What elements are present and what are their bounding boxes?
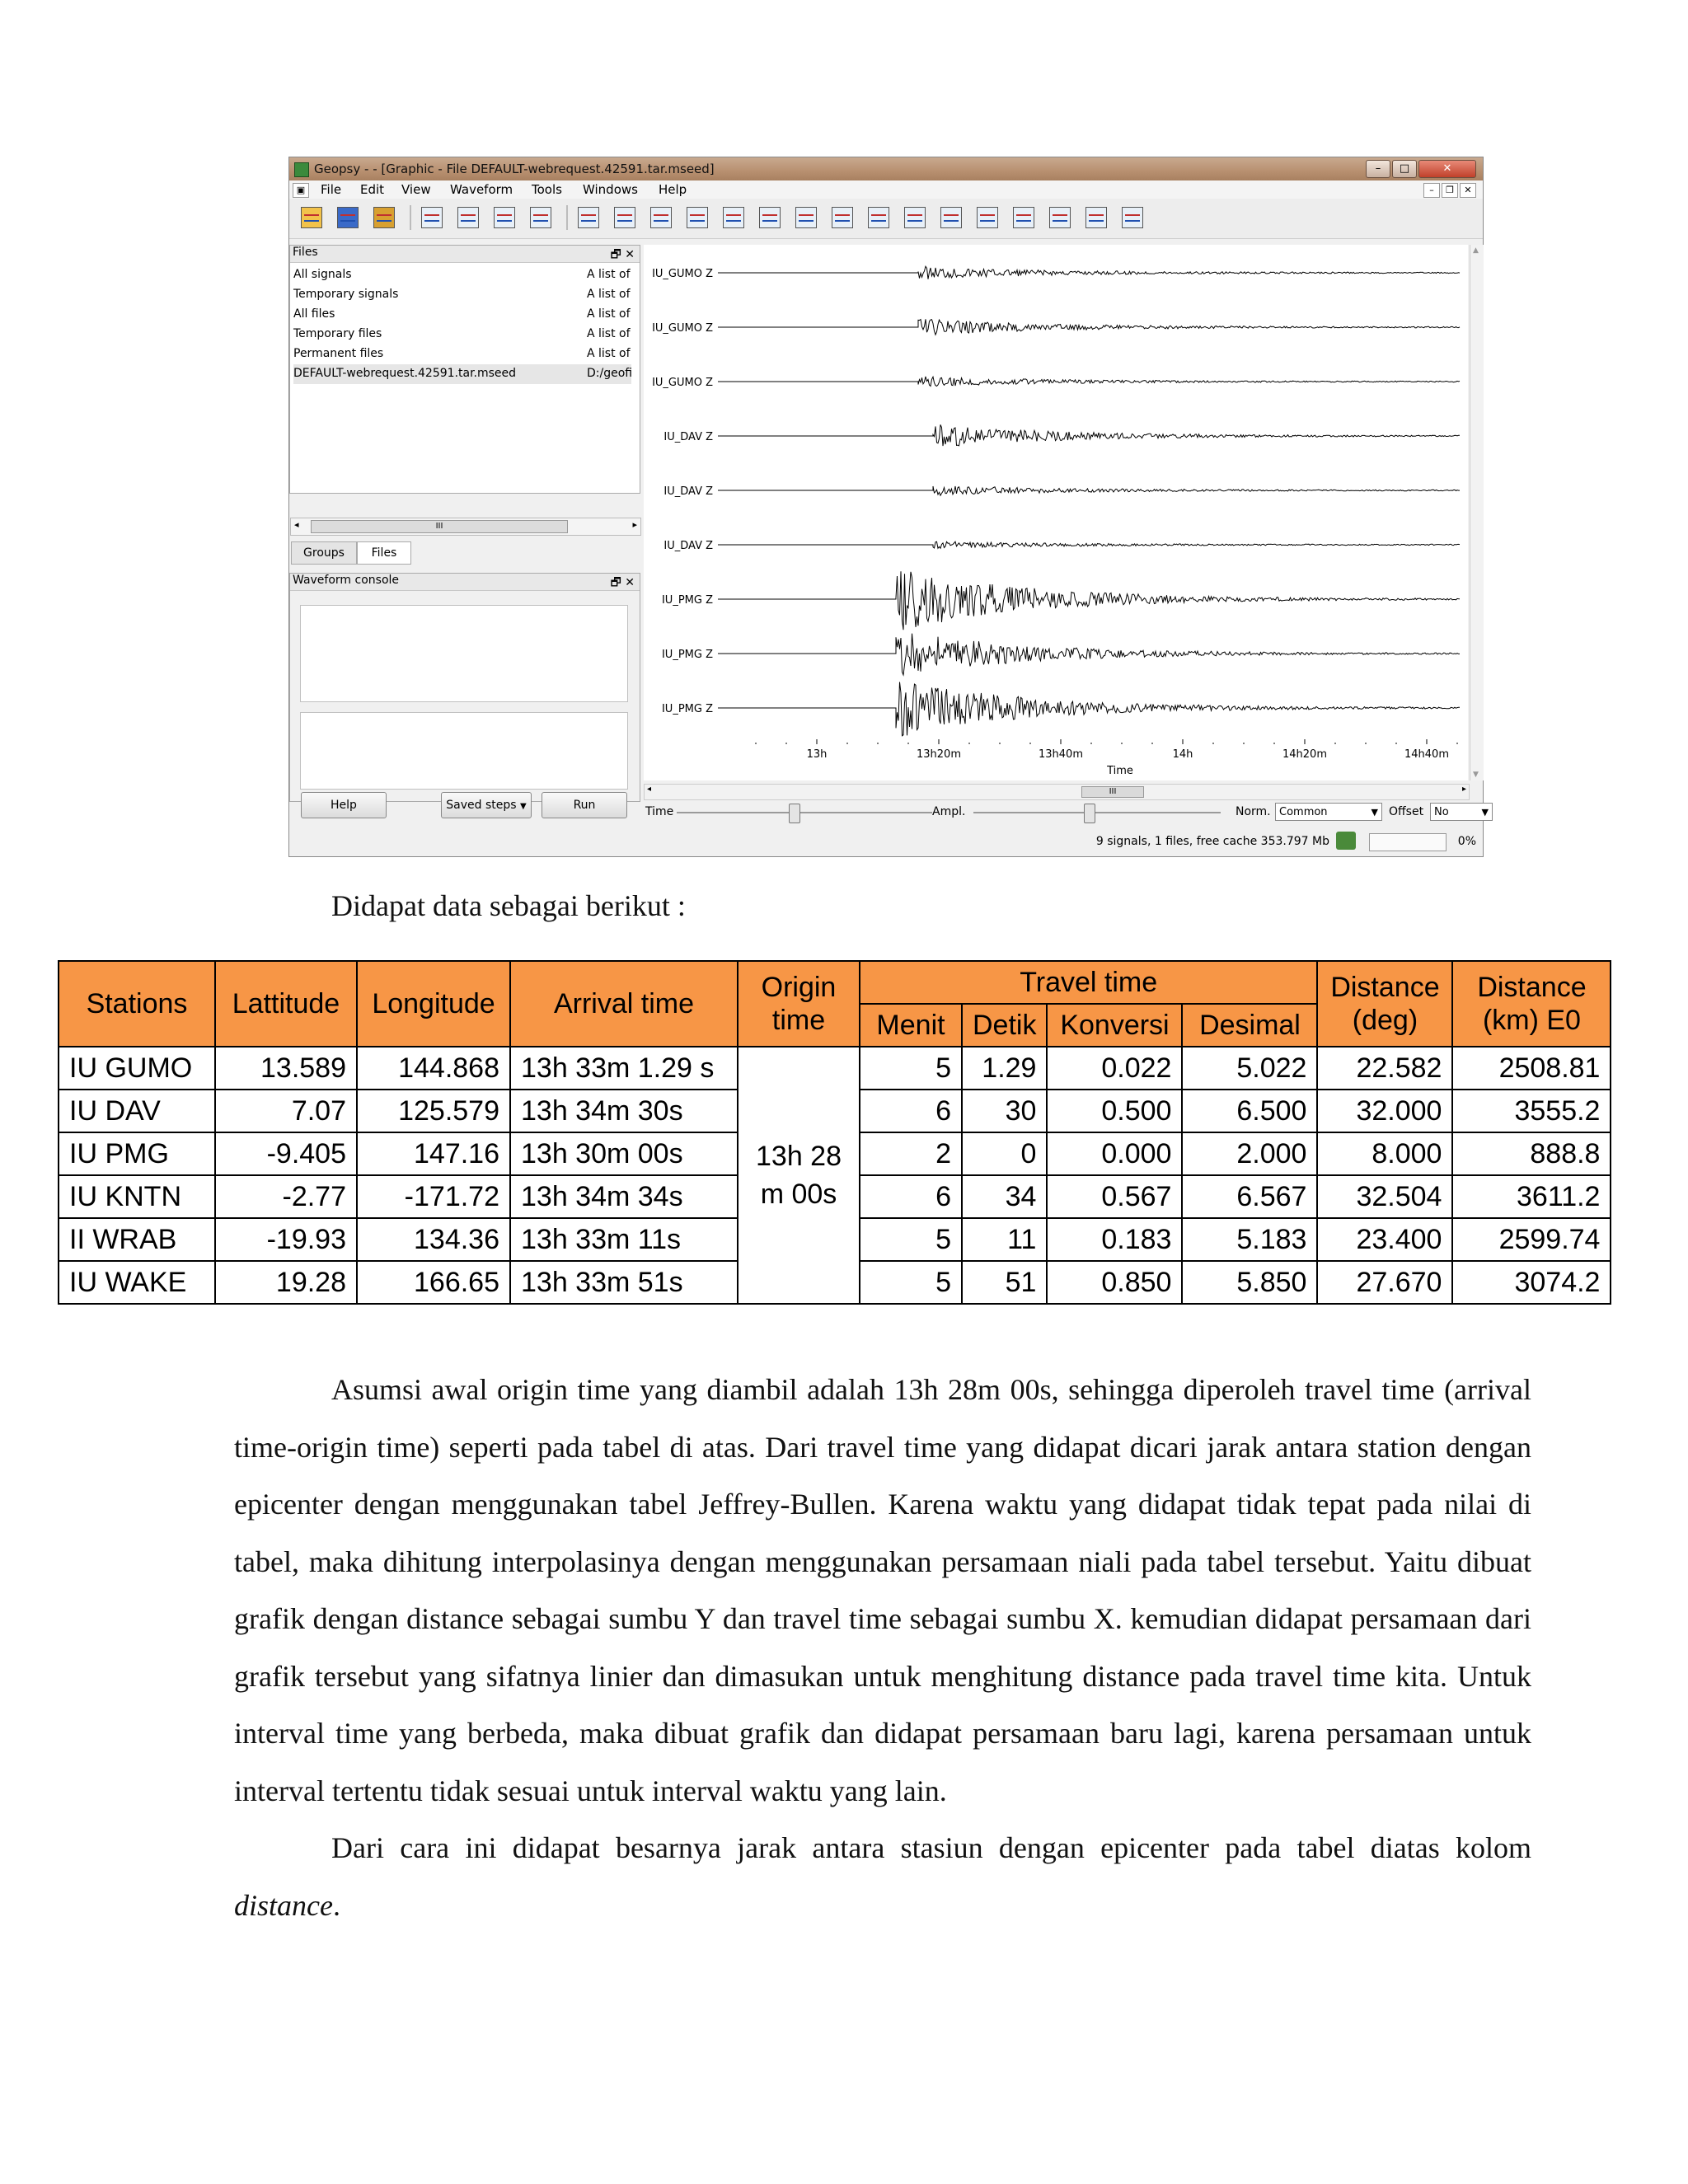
console-input[interactable] [300,712,628,790]
export-icon[interactable] [373,207,395,228]
scroll-right-icon[interactable]: ▸ [1461,785,1466,794]
cell-longitude: 166.65 [357,1261,510,1304]
cell-distance-deg: 27.670 [1317,1261,1452,1304]
mdi-restore-button[interactable]: ❐ [1442,183,1458,198]
header-distance-deg: Distance (deg) [1317,961,1452,1047]
cell-desimal: 6.567 [1182,1175,1317,1218]
cell-distance-deg: 22.582 [1317,1047,1452,1090]
trace-label: IU_GUMO Z [652,322,713,335]
cell-station: IU PMG [59,1132,215,1175]
table-row [59,1047,1611,1090]
cell-station: IU GUMO [59,1047,215,1090]
header-arrival-time: Arrival time [510,961,738,1047]
file-description: A list of [587,288,631,301]
file-list-item[interactable] [293,325,631,344]
time-tick-label: 14h [1172,748,1193,761]
cell-desimal: 6.500 [1182,1090,1317,1132]
waveform-trace [718,682,1460,736]
toolbar-separator [566,205,568,230]
cache-icon[interactable] [1336,832,1356,850]
cell-distance-km: 3074.2 [1452,1261,1611,1304]
cell-menit: 5 [860,1218,962,1261]
cell-konversi: 0.850 [1047,1261,1182,1304]
cell-detik: 0 [962,1132,1047,1175]
menu-waveform[interactable]: Waveform [450,182,513,197]
cell-longitude: 125.579 [357,1090,510,1132]
menu-bar [289,180,1483,199]
header-travel-time: Travel time [860,961,1317,1004]
cell-distance-km: 3611.2 [1452,1175,1611,1218]
offset-select[interactable] [1430,803,1493,821]
cell-distance-deg: 32.504 [1317,1175,1452,1218]
scroll-up-icon[interactable]: ▲ [1473,246,1479,255]
cell-station: II WRAB [59,1218,215,1261]
cell-arrival: 13h 34m 34s [510,1175,738,1218]
cell-longitude: -171.72 [357,1175,510,1218]
waveform-console-panel [289,573,640,802]
trace-label: IU_DAV Z [663,540,713,552]
paragraph-1: Asumsi awal origin time yang diambil adalah 13h 28m 00s, sehingga diperoleh travel time (arrival time-origin time) seperti pada tabel di atas. Dari travel time yang didapat dicari jarak antara station dengan epicenter dengan menggunakan tabel Jeffrey-Bullen. Karena waktu yang didapat tidak tepat pada nilai di tabel, maka dihitung interpolasinya dengan menggunakan persamaan niali pada tabel tersebut. Yaitu dibuat grafik dengan distance sebagai sumbu Y dan travel time sebagai sumbu X. kemudian didapat persamaan dari grafik tersebut yang sifatnya linier dan dimasukan untuk menghitung distance pada travel time kita. Untuk interval time yang berbeda, maka dibuat grafik dan didapat persamaan baru lagi, karena persamaan untuk interval tertentu tidak sesuai untuk interval waktu yang lain. [234,1373,1531,1807]
header-konversi: Konversi [1047,1004,1182,1047]
console-output[interactable] [300,605,628,702]
cell-station: IU WAKE [59,1261,215,1304]
file-name: DEFAULT-webrequest.42591.tar.mseed [293,367,517,380]
offset-label: Offset [1389,805,1424,818]
waveform-plot [644,245,1468,780]
cell-detik: 51 [962,1261,1047,1304]
geopsy-screenshot [288,157,1489,857]
waveform-trace [718,634,1460,675]
cell-arrival: 13h 30m 00s [510,1132,738,1175]
graph-horizontal-scrollbar[interactable] [644,784,1470,800]
file-name: Permanent files [293,347,384,360]
header-origin-time: Origin time [738,961,860,1047]
cell-desimal: 5.850 [1182,1261,1317,1304]
ampl-label: Ampl. [932,805,966,818]
file-name: All files [293,307,335,321]
fk-icon[interactable] [723,207,744,228]
help-button[interactable]: Help [301,792,387,818]
waveform-graphic[interactable] [644,245,1468,780]
file-list-item[interactable] [293,344,631,364]
norm-select[interactable] [1275,803,1382,821]
map-icon[interactable] [494,207,515,228]
trace-label: IU_PMG Z [661,649,713,661]
menu-help[interactable]: Help [659,182,687,197]
waveform-trace [718,571,1460,630]
file-description: A list of [587,347,631,360]
scroll-thumb[interactable]: III [1081,786,1144,798]
scroll-down-icon[interactable]: ▼ [1473,771,1479,779]
file-description: A list of [587,268,631,281]
cell-detik: 34 [962,1175,1047,1218]
cell-origin-time: 13h 28 m 00s [738,1047,860,1304]
time-slider-handle[interactable] [789,804,800,823]
cell-arrival: 13h 33m 1.29 s [510,1047,738,1090]
trace-label: IU_PMG Z [661,703,713,715]
hv-icon[interactable] [904,207,926,228]
file-list-item[interactable] [293,265,631,285]
time-tick-label: 13h20m [917,748,961,761]
linearfk-icon[interactable] [977,207,998,228]
waveform-trace [718,377,1460,387]
header-desimal: Desimal [1182,1004,1317,1047]
status-bar [644,830,1483,853]
spectrum-icon[interactable] [868,207,889,228]
file-description: D:/geofi [587,367,633,380]
header-detik: Detik [962,1004,1047,1047]
norm-select-value: Common [1279,806,1328,818]
console-panel-header [290,574,640,591]
header-latitude: Lattitude [215,961,357,1047]
graphic-icon[interactable] [457,207,479,228]
mdi-close-button[interactable]: ✕ [1460,183,1476,198]
window-title: Geopsy - - [Graphic - File DEFAULT-webrequest.42591.tar.mseed] [314,162,715,176]
cell-desimal: 5.022 [1182,1047,1317,1090]
console-panel-title: Waveform console [293,574,400,587]
cell-menit: 5 [860,1047,962,1090]
files-panel [289,245,640,531]
station-data-table [58,960,1611,1305]
paragraph-2-text: Dari cara ini didapat besarnya jarak antara stasiun dengan epicenter pada tabel diatas kolom [331,1831,1531,1864]
body-text [234,1361,1531,1934]
trace-label: IU_DAV Z [663,431,713,443]
table-icon[interactable] [421,207,443,228]
file-list-item[interactable] [293,285,631,305]
run-button[interactable]: Run [542,792,627,818]
paragraph-2 [234,1820,1531,1934]
dropdown-arrow-icon: ▼ [1371,807,1378,818]
dispersion-icon[interactable] [1049,207,1071,228]
cell-distance-km: 888.8 [1452,1132,1611,1175]
time-tick-label: 13h [806,748,828,761]
trace-label: IU_DAV Z [663,485,713,498]
scroll-right-icon[interactable]: ▸ [632,519,637,530]
scroll-thumb[interactable]: III [311,520,568,533]
minimize-button[interactable]: – [1366,160,1390,178]
cell-konversi: 0.000 [1047,1132,1182,1175]
mapview-icon[interactable] [1085,207,1107,228]
maximize-button[interactable]: □ [1392,160,1417,178]
cell-distance-km: 2508.81 [1452,1047,1611,1090]
fk-icon[interactable] [687,207,708,228]
ampl-slider-handle[interactable] [1084,804,1095,823]
cell-desimal: 2.000 [1182,1132,1317,1175]
cell-menit: 5 [860,1261,962,1304]
header-menit: Menit [860,1004,962,1047]
fk-icon[interactable] [614,207,635,228]
cell-distance-km: 3555.2 [1452,1090,1611,1132]
offset-select-value: No [1434,806,1449,818]
time-slider-track[interactable] [677,812,932,813]
spectrum-icon[interactable] [759,207,781,228]
cell-latitude: -19.93 [215,1218,357,1261]
spac-icon[interactable] [650,207,672,228]
scroll-left-icon[interactable]: ◂ [294,519,299,530]
cell-latitude: 13.589 [215,1047,357,1090]
norm-label: Norm. [1236,805,1271,818]
cell-distance-deg: 23.400 [1317,1218,1452,1261]
menu-tools[interactable]: Tools [532,182,562,197]
toolbar [289,199,1483,239]
file-list-item-selected[interactable] [293,364,631,384]
cell-distance-deg: 8.000 [1317,1132,1452,1175]
spectrum-icon[interactable] [795,207,817,228]
cell-menit: 2 [860,1132,962,1175]
dropdown-arrow-icon: ▼ [520,802,527,811]
waveform-trace [718,266,1460,279]
cell-distance-km: 2599.74 [1452,1218,1611,1261]
cell-latitude: -2.77 [215,1175,357,1218]
graph-vertical-scrollbar[interactable] [1470,245,1484,780]
header-longitude: Longitude [357,961,510,1047]
tab-groups[interactable]: Groups [291,541,357,565]
ampl-slider-track[interactable] [973,812,1221,813]
cell-longitude: 134.36 [357,1218,510,1261]
cell-detik: 1.29 [962,1047,1047,1090]
mdi-minimize-button[interactable]: – [1423,183,1440,198]
panel-float-close-buttons[interactable]: 🗗 ✕ [610,248,635,261]
tab-files[interactable]: Files [357,541,411,565]
cell-arrival: 13h 33m 51s [510,1261,738,1304]
paragraph-2-end: . [332,1888,340,1922]
time-tick-label: 14h40m [1404,748,1449,761]
cell-detik: 30 [962,1090,1047,1132]
paragraph-2-emphasis: distance [234,1888,333,1922]
cell-menit: 6 [860,1175,962,1218]
open-icon[interactable] [301,207,322,228]
file-name: Temporary files [293,327,382,340]
time-tick-label: 14h20m [1282,748,1327,761]
menu-file[interactable]: File [321,182,342,197]
menu-edit[interactable]: Edit [360,182,385,197]
spectrum-icon[interactable] [832,207,853,228]
close-button[interactable]: ✕ [1418,160,1476,178]
waveform-trace [718,319,1460,335]
file-name: Temporary signals [293,288,399,301]
cell-konversi: 0.183 [1047,1218,1182,1261]
view-controls-bar [644,800,1489,825]
hv-icon[interactable] [940,207,962,228]
saved-steps-button[interactable] [441,792,532,818]
fk-icon[interactable] [578,207,599,228]
cell-arrival: 13h 34m 30s [510,1090,738,1132]
dropdown-arrow-icon: ▼ [1481,807,1489,818]
toolbar-separator [410,205,411,230]
status-text: 9 signals, 1 files, free cache 353.797 Mb [1095,835,1329,848]
trace-label: IU_PMG Z [661,594,713,607]
cell-station: IU DAV [59,1090,215,1132]
mdi-icon[interactable]: ▣ [293,183,309,198]
panel-float-close-buttons[interactable]: 🗗 ✕ [610,576,635,589]
cell-konversi: 0.567 [1047,1175,1182,1218]
cell-longitude: 144.868 [357,1047,510,1090]
scroll-left-icon[interactable]: ◂ [647,785,652,794]
cell-longitude: 147.16 [357,1132,510,1175]
waveform-trace [718,424,1460,446]
cell-latitude: -9.405 [215,1132,357,1175]
cell-distance-deg: 32.000 [1317,1090,1452,1132]
progress-percent: 0% [1457,835,1476,848]
title-bar [289,157,1483,180]
waveform-trace [718,541,1460,548]
time-tick-label: 13h40m [1039,748,1083,761]
files-horizontal-scrollbar[interactable] [290,518,641,536]
saved-steps-label: Saved steps [446,799,517,812]
header-distance-km: Distance (km) E0 [1452,961,1611,1047]
file-description: A list of [587,307,631,321]
cell-menit: 6 [860,1090,962,1132]
time-axis-label: Time [1107,765,1133,777]
file-name: All signals [293,268,352,281]
save-icon[interactable] [337,207,359,228]
trace-label: IU_GUMO Z [652,268,713,280]
cell-konversi: 0.022 [1047,1047,1182,1090]
trace-label: IU_GUMO Z [652,377,713,389]
menu-view[interactable]: View [401,182,431,197]
cell-desimal: 5.183 [1182,1218,1317,1261]
waveform-trace [718,486,1460,495]
cell-station: IU KNTN [59,1175,215,1218]
cell-latitude: 7.07 [215,1090,357,1132]
chart-icon[interactable] [530,207,551,228]
files-panel-title: Files [293,246,318,259]
cell-detik: 11 [962,1218,1047,1261]
header-stations: Stations [59,961,215,1047]
files-panel-header [290,246,640,263]
rotate-icon[interactable] [1013,207,1034,228]
progress-bar [1369,833,1447,851]
cell-latitude: 19.28 [215,1261,357,1304]
menu-windows[interactable]: Windows [583,182,638,197]
file-list-item[interactable] [293,305,631,325]
file-description: A list of [587,327,631,340]
info-icon[interactable] [1122,207,1143,228]
cell-konversi: 0.500 [1047,1090,1182,1132]
cell-arrival: 13h 33m 11s [510,1218,738,1261]
intro-text: Didapat data sebagai berikut : [331,889,686,922]
geopsy-app-icon [294,162,309,177]
time-label: Time [645,805,674,818]
